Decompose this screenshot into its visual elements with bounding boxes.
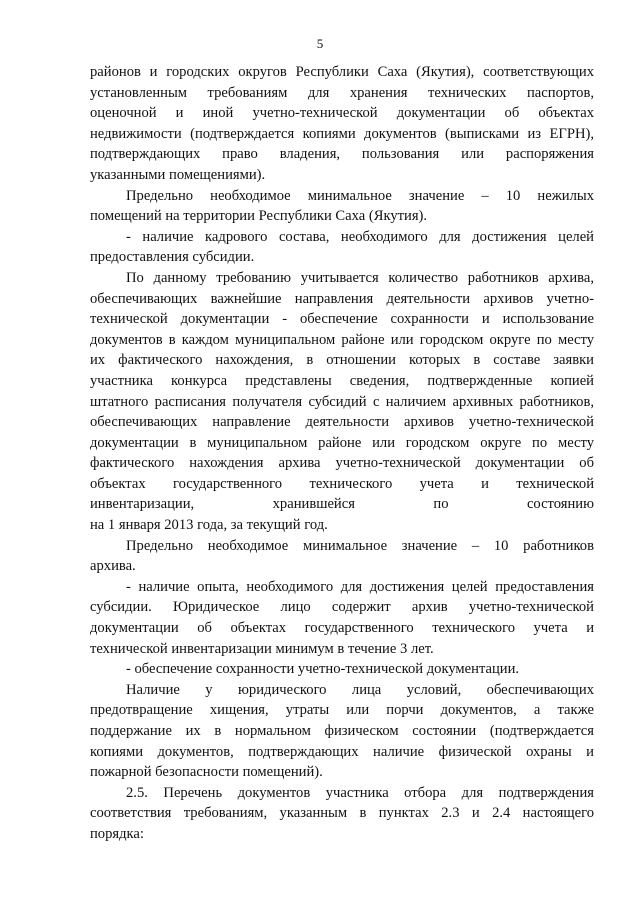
text-line: порядка:	[90, 825, 144, 842]
text-line: предоставления субсидии.	[90, 249, 255, 266]
text-line: - наличие опыта, необходимого для достижения целей предоставления	[126, 578, 594, 595]
text-line: недвижимости (подтверждается копиями документов (выписками из ЕГРН),	[90, 125, 594, 142]
text-line: их фактического нахождения, в отношении которых в составе заявки	[90, 352, 594, 369]
text-line: на 1 января 2013 года, за текущий год.	[90, 517, 328, 534]
text-line: По данному требованию учитывается количество работников архива,	[126, 269, 594, 286]
text-line: районов и городских округов Республики Саха (Якутия), соответствующих	[90, 64, 594, 80]
text-line: фактического нахождения архива учетно-технической документации об	[90, 455, 594, 472]
text-line: помещений на территории Республики Саха (Якутия).	[90, 208, 428, 225]
text-line: архива.	[90, 558, 136, 575]
text-line: обеспечивающих важнейшие направления деятельности архивов учетно-	[90, 290, 594, 307]
text-line: - обеспечение сохранности учетно-технической документации.	[126, 661, 520, 678]
text-line: Предельно необходимое минимальное значение – 10 работников	[126, 537, 594, 554]
text-line: - наличие кадрового состава, необходимого для достижения целей	[126, 228, 594, 245]
text-line: субсидии. Юридическое лицо содержит архив учетно-технической	[90, 599, 594, 616]
text-line: участника конкурса представлены сведения, подтвержденные копией	[90, 372, 594, 389]
text-line: соответствия требованиям, указанным в пунктах 2.3 и 2.4 настоящего	[90, 805, 594, 822]
text-line: технической инвентаризации минимум в течение 3 лет.	[90, 640, 434, 657]
text-line: Наличие у юридического лица условий, обеспечивающих	[126, 681, 594, 698]
text-line: технической документации - обеспечение сохранности и использование	[90, 311, 594, 328]
text-line: документации в муниципальном районе или городском округе по месту	[90, 434, 594, 451]
document-body	[90, 62, 594, 845]
text-line: пожарной безопасности помещений).	[90, 764, 323, 781]
text-line: поддержание их в нормальном физическом состоянии (подтверждается	[90, 723, 594, 739]
text-line: документации об объектах государственного технического учета и	[90, 620, 594, 637]
text-line: документов в каждом муниципальном районе или городском округе по месту	[90, 331, 594, 348]
text-line: установленным требованиям для хранения технических паспортов,	[90, 84, 594, 101]
text-line: копиями документов, подтверждающих наличие физической охраны и	[90, 743, 594, 760]
text-line: штатного расписания получателя субсидий с наличием архивных работников,	[90, 393, 594, 410]
text-line: обеспечивающих направление деятельности архивов учетно-технической	[90, 414, 594, 431]
text-line: предотвращение хищения, утраты или порчи документов, а также	[90, 702, 594, 719]
page-number: 5	[316, 36, 324, 51]
text-line: объектах государственного технического учета и технической	[90, 475, 594, 492]
text-line: 2.5. Перечень документов участника отбора для подтверждения	[126, 784, 594, 801]
text-line: Предельно необходимое минимальное значение – 10 нежилых	[126, 187, 594, 204]
text-line: оценочной и иной учетно-технической документации об объектах	[90, 105, 594, 122]
text-line: указанными помещениями).	[90, 166, 266, 183]
text-line: подтверждающих право владения, пользования или распоряжения	[90, 146, 594, 163]
text-line: инвентаризации, хранившейся по состоянию	[90, 496, 594, 513]
